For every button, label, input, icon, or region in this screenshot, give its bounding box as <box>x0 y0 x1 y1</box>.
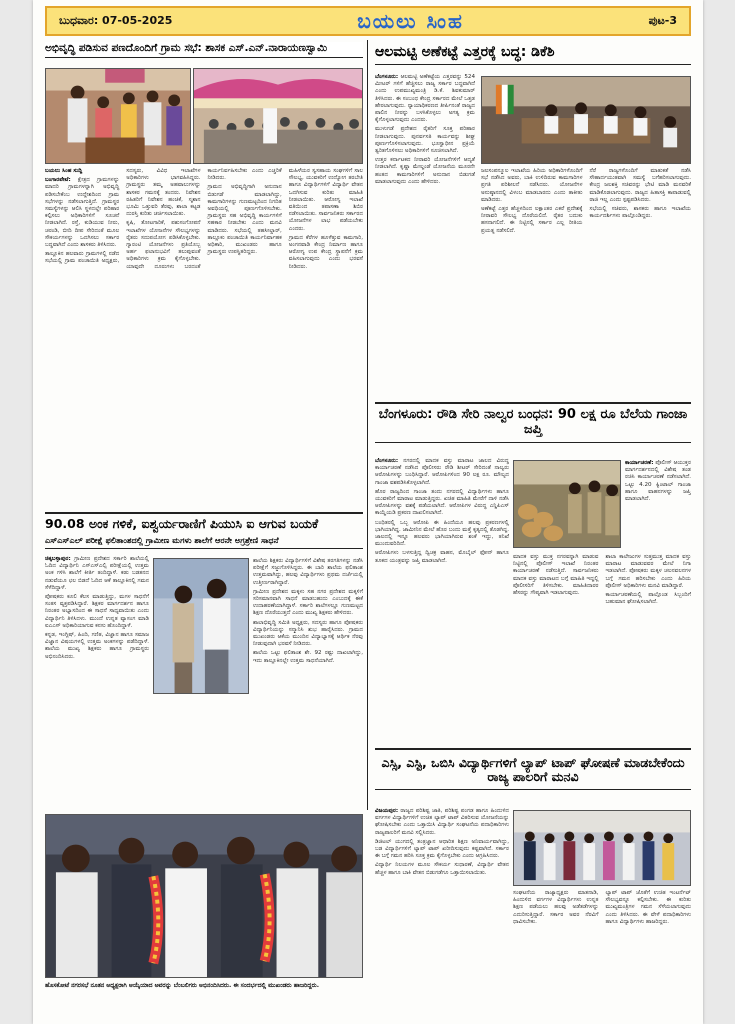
almatti-photo <box>481 76 691 164</box>
almatti-body-left: ಬೆಂಗಳೂರು: ಆಲಮಟ್ಟಿ ಅಣೆಕಟ್ಟೆಯ ಎತ್ತರವನ್ನು 524 ಮೀಟರ್ ಗಳಿಗೆ ಹೆಚ್ಚಿಸಲು ರಾಜ್ಯ ಸರ್ಕಾರ ಬದ್ಧವಾಗಿದೆ ಎಂದು ಉಪಮುಖ್ಯಮಂತ್ರಿ ಡಿ.ಕೆ. ಶಿವಕುಮಾರ್ ತಿಳಿಸಿದರು. ಈ ಸಂಬಂಧ ಕೇಂದ್ರ ಸರ್ಕಾರದ ಮೇಲೆ ಒತ್ತಡ ಹೇರಲಾಗುವುದು. ನ್ಯಾಯಾಧಿಕರಣದ ತೀರ್ಪಿನಂತೆ ರಾಜ್ಯದ ಪಾಲಿನ ನೀರನ್ನು ಬಳಸಿಕೊಳ್ಳಲು ಅಗತ್ಯ ಕ್ರಮ ಕೈಗೊಳ್ಳಲಾಗುವುದು ಎಂದರು. ಮುಳುಗಡೆ ಪ್ರದೇಶದ ರೈತರಿಗೆ ಸೂಕ್ತ ಪರಿಹಾರ ನೀಡಲಾಗುವುದು. ಪುನರ್ವಸತಿ ಕಾರ್ಯವನ್ನು ಶೀಘ್ರ ಪೂರ್ಣಗೊಳಿಸಲಾಗುವುದು. ಭೂಸ್ವಾಧೀನ ಪ್ರಕ್ರಿಯೆ ತ್ವರಿತಗೊಳಿಸಲು ಅಧಿಕಾರಿಗಳಿಗೆ ಸೂಚಿಸಲಾಗಿದೆ. ಉತ್ತರ ಕರ್ನಾಟಕದ ನೀರಾವರಿ ಯೋಜನೆಗಳಿಗೆ ಆದ್ಯತೆ ನೀಡಲಾಗಿದೆ. ಕೃಷ್ಣಾ ಮೇಲ್ದಂಡೆ ಯೋಜನೆಯ ಮೂರನೇ ಹಂತದ ಕಾಮಗಾರಿಗಳಿಗೆ ಅನುದಾನ ಬಿಡುಗಡೆ ಮಾಡಲಾಗುವುದು ಎಂದು ಹೇಳಿದರು. <box>375 74 475 185</box>
gramasabha-photo-2 <box>193 68 363 164</box>
topper-body-left: ಚಿಕ್ಕಬಳ್ಳಾಪುರ: ಗ್ರಾಮೀಣ ಪ್ರದೇಶದ ಸರ್ಕಾರಿ ಶಾಲೆಯಲ್ಲಿ ಓದಿದ ವಿದ್ಯಾರ್ಥಿನಿ ಎಸ್ಎಸ್ಎಲ್ಸಿ ಪರೀಕ್ಷೆಯಲ್ಲಿ ಉತ್ತಮ ಅಂಕ ಗಳಿಸಿ ಶಾಲೆಗೆ ಕೀರ್ತಿ ತಂದಿದ್ದಾಳೆ. ಕಡು ಬಡತನದ ನಡುವೆಯೂ ಛಲ ಬಿಡದೆ ಓದಿದ ಆಕೆ ತಾಲ್ಲೂಕಿನಲ್ಲಿ ಗಮನ ಸೆಳೆದಿದ್ದಾಳೆ. ಪೋಷಕರು ಕೂಲಿ ಕೆಲಸ ಮಾಡುತ್ತಿದ್ದು, ಮಗಳ ಸಾಧನೆಗೆ ಸಂತಸ ವ್ಯಕ್ತಪಡಿಸಿದ್ದಾರೆ. ಶಿಕ್ಷಕರ ಮಾರ್ಗದರ್ಶನ ಹಾಗೂ ನಿರಂತರ ಅಭ್ಯಾಸದಿಂದ ಈ ಸಾಧನೆ ಸಾಧ್ಯವಾಯಿತು ಎಂದು ವಿದ್ಯಾರ್ಥಿನಿ ತಿಳಿಸಿದಳು. ಮುಂದೆ ಉನ್ನತ ವ್ಯಾಸಂಗ ಮಾಡಿ ಐಎಎಸ್ ಅಧಿಕಾರಿಯಾಗುವ ಕನಸು ಹೊಂದಿದ್ದಾಳೆ. ಕನ್ನಡ, ಇಂಗ್ಲಿಷ್, ಹಿಂದಿ, ಗಣಿತ, ವಿಜ್ಞಾನ ಹಾಗೂ ಸಮಾಜ ವಿಜ್ಞಾನ ವಿಷಯಗಳಲ್ಲಿ ಉತ್ತಮ ಅಂಕಗಳನ್ನು ಪಡೆದಿದ್ದಾಳೆ. ಶಾಲೆಯ ಮುಖ್ಯ ಶಿಕ್ಷಕರು ಹಾಗೂ ಗ್ರಾಮಸ್ಥರು ಅಭಿನಂದಿಸಿದರು. <box>45 556 149 660</box>
almatti-headline: ಆಲಮಟ್ಟಿ ಅಣೆಕಟ್ಟೆ ಎತ್ತರಕ್ಕೆ ಬದ್ಧ: ಡಿಕೆಶಿ <box>375 44 691 65</box>
laptop-dateline: ವಿಜಯಪುರ: <box>375 808 399 814</box>
felicitation-photo <box>45 814 363 978</box>
gramasabha-body: ಬಯಲು ಸಿಂಹ ಸುದ್ದಿ ಬಂಗಾರಪೇಟೆ: ಕ್ಷೇತ್ರದ ಗ್ರಾಮಗಳನ್ನು ಮಾದರಿ ಗ್ರಾಮಗಳನ್ನಾಗಿ ಅಭಿವೃದ್ಧಿ ಪಡಿಸಬೇಕೆಂಬ ಉದ್ದೇಶದಿಂದ ಗ್ರಾಮ ಸಭೆಗಳನ್ನು ನಡೆಸಲಾಗುತ್ತಿದೆ. ಗ್ರಾಮಸ್ಥರ ಸಮಸ್ಯೆಗಳನ್ನು ಆಲಿಸಿ ಸ್ಥಳದಲ್ಲೇ ಪರಿಹಾರ ಕಲ್ಪಿಸಲು ಅಧಿಕಾರಿಗಳಿಗೆ ಸೂಚನೆ ನೀಡಲಾಗಿದೆ. ರಸ್ತೆ, ಕುಡಿಯುವ ನೀರು, ಚರಂಡಿ, ಬೀದಿ ದೀಪ ಸೇರಿದಂತೆ ಮೂಲ ಸೌಕರ್ಯಗಳನ್ನು ಒದಗಿಸಲು ಸರ್ಕಾರ ಬದ್ಧವಾಗಿದೆ ಎಂದು ಶಾಸಕರು ತಿಳಿಸಿದರು. ತಾಲ್ಲೂಕಿನ ಹಲವಾರು ಗ್ರಾಮಗಳಲ್ಲಿ ನಡೆದ ಸಭೆಯಲ್ಲಿ ಗ್ರಾಮ ಪಂಚಾಯಿತಿ ಅಧ್ಯಕ್ಷರು, ಸದಸ್ಯರು, ವಿವಿಧ ಇಲಾಖೆಗಳ ಅಧಿಕಾರಿಗಳು ಭಾಗವಹಿಸಿದ್ದರು. ಗ್ರಾಮಸ್ಥರು ತಮ್ಮ ಅಹವಾಲುಗಳನ್ನು ಶಾಸಕರ ಗಮನಕ್ಕೆ ತಂದರು. ನಿವೇಶನ ರಹಿತರಿಗೆ ನಿವೇಶನ ಹಂಚಿಕೆ, ಸ್ಮಶಾನ ಭೂಮಿ ಒತ್ತುವರಿ ತೆರವು, ಶಾಲಾ ಕಟ್ಟಡ ದುರಸ್ತಿ ಕುರಿತು ಚರ್ಚಿಸಲಾಯಿತು. ಕೃಷಿ, ತೋಟಗಾರಿಕೆ, ಪಶುಸಂಗೋಪನೆ ಇಲಾಖೆಗಳ ಯೋಜನೆಗಳ ಸೌಲಭ್ಯಗಳನ್ನು ರೈತರು ಸದುಪಯೋಗ ಪಡಿಸಿಕೊಳ್ಳಬೇಕು. ಗ್ಯಾರಂಟಿ ಯೋಜನೆಗಳು ಪ್ರತಿಯೊಬ್ಬ ಅರ್ಹ ಫಲಾನುಭವಿಗೆ ತಲುಪುವಂತೆ ಅಧಿಕಾರಿಗಳು ಕ್ರಮ ಕೈಗೊಳ್ಳಬೇಕು. ಯಾವುದೇ ದೂರುಗಳು ಬರದಂತೆ ಕಾರ್ಯನಿರ್ವಹಿಸಬೇಕು ಎಂದು ಎಚ್ಚರಿಕೆ ನೀಡಿದರು. ಗ್ರಾಮದ ಅಭಿವೃದ್ಧಿಗಾಗಿ ಅನುದಾನ ಬಿಡುಗಡೆ ಮಾಡಲಾಗಿದ್ದು, ಕಾಮಗಾರಿಗಳನ್ನು ಗುಣಮಟ್ಟದಿಂದ ನಿಗದಿತ ಅವಧಿಯಲ್ಲಿ ಪೂರ್ಣಗೊಳಿಸಬೇಕು. ಗ್ರಾಮಸ್ಥರು ಸಹ ಅಭಿವೃದ್ಧಿ ಕಾರ್ಯಗಳಿಗೆ ಸಹಕಾರ ನೀಡಬೇಕು ಎಂದು ಮನವಿ ಮಾಡಿದರು. ಸಭೆಯಲ್ಲಿ ತಹಸೀಲ್ದಾರ್, ತಾಲ್ಲೂಕು ಪಂಚಾಯಿತಿ ಕಾರ್ಯನಿರ್ವಾಹಕ ಅಧಿಕಾರಿ, ಮುಖಂಡರು ಹಾಗೂ ಗ್ರಾಮಸ್ಥರು ಉಪಸ್ಥಿತರಿದ್ದರು. ಮಹಿಳೆಯರ ಸ್ವಸಹಾಯ ಸಂಘಗಳಿಗೆ ಸಾಲ ಸೌಲಭ್ಯ, ಯುವಕರಿಗೆ ಉದ್ಯೋಗ ತರಬೇತಿ ಹಾಗೂ ವಿದ್ಯಾರ್ಥಿಗಳಿಗೆ ವಿದ್ಯಾರ್ಥಿ ವೇತನ ಒದಗಿಸುವ ಕುರಿತು ಮಾಹಿತಿ ನೀಡಲಾಯಿತು. ಆರೋಗ್ಯ ಇಲಾಖೆ ವತಿಯಿಂದ ತಪಾಸಣಾ ಶಿಬಿರ ನಡೆಸಲಾಯಿತು. ಸಾರ್ವಜನಿಕರು ಸರ್ಕಾರದ ಯೋಜನೆಗಳ ಲಾಭ ಪಡೆಯಬೇಕು ಎಂದರು. ಗ್ರಾಮದ ಕೆರೆಗಳ ಹೂಳೆತ್ತುವ ಕಾಮಗಾರಿ, ಅಂಗನವಾಡಿ ಕೇಂದ್ರ ನಿರ್ಮಾಣ ಹಾಗೂ ಆರೋಗ್ಯ ಉಪ ಕೇಂದ್ರ ಸ್ಥಾಪನೆಗೆ ಕ್ರಮ ವಹಿಸಲಾಗುವುದು ಎಂದು ಭರವಸೆ ನೀಡಿದರು. <box>45 168 363 270</box>
section-rule <box>375 402 691 404</box>
laptop-body-left: ವಿಜಯಪುರ: ರಾಜ್ಯದ ಪರಿಶಿಷ್ಟ ಜಾತಿ, ಪರಿಶಿಷ್ಟ ಪಂಗಡ ಹಾಗೂ ಹಿಂದುಳಿದ ವರ್ಗಗಳ ವಿದ್ಯಾರ್ಥಿಗಳಿಗೆ ಉಚಿತ ಲ್ಯಾಪ್ ಟಾಪ್ ವಿತರಿಸುವ ಯೋಜನೆಯನ್ನು ಘೋಷಿಸಬೇಕು ಎಂದು ಒತ್ತಾಯಿಸಿ ವಿದ್ಯಾರ್ಥಿ ಸಂಘಟನೆಯ ಪದಾಧಿಕಾರಿಗಳು ರಾಜ್ಯಪಾಲರಿಗೆ ಮನವಿ ಸಲ್ಲಿಸಿದರು. ಡಿಜಿಟಲ್ ಯುಗದಲ್ಲಿ ತಂತ್ರಜ್ಞಾನ ಆಧಾರಿತ ಶಿಕ್ಷಣ ಅನಿವಾರ್ಯವಾಗಿದ್ದು, ಬಡ ವಿದ್ಯಾರ್ಥಿಗಳಿಗೆ ಲ್ಯಾಪ್ ಟಾಪ್ ಖರೀದಿಸುವುದು ಕಷ್ಟವಾಗಿದೆ. ಸರ್ಕಾರ ಈ ಬಗ್ಗೆ ಗಮನ ಹರಿಸಿ ಸೂಕ್ತ ಕ್ರಮ ಕೈಗೊಳ್ಳಬೇಕು ಎಂದು ಆಗ್ರಹಿಸಿದರು. ವಿದ್ಯಾರ್ಥಿ ನಿಲಯಗಳ ಮೂಲ ಸೌಕರ್ಯ ಸುಧಾರಣೆ, ವಿದ್ಯಾರ್ಥಿ ವೇತನ ಹೆಚ್ಚಳ ಹಾಗೂ ಬಾಕಿ ವೇತನ ಬಿಡುಗಡೆಗೂ ಒತ್ತಾಯಿಸಲಾಯಿತು. <box>375 808 509 876</box>
ganja-body-right: ಮಾದಕ ವಸ್ತು ಮುಕ್ತ ನಗರವನ್ನಾಗಿ ಮಾಡುವ ನಿಟ್ಟಿನಲ್ಲಿ ಪೊಲೀಸ್ ಇಲಾಖೆ ನಿರಂತರ ಕಾರ್ಯಾಚರಣೆ ನಡೆಸುತ್ತಿದೆ. ಸಾರ್ವಜನಿಕರು ಮಾದಕ ವಸ್ತು ಮಾರಾಟದ ಬಗ್ಗೆ ಮಾಹಿತಿ ಇದ್ದಲ್ಲಿ ಪೊಲೀಸರಿಗೆ ತಿಳಿಸಬೇಕು. ಮಾಹಿತಿದಾರರ ಹೆಸರನ್ನು ಗೌಪ್ಯವಾಗಿ ಇಡಲಾಗುವುದು. ಶಾಲಾ ಕಾಲೇಜುಗಳ ಸುತ್ತಮುತ್ತ ಮಾದಕ ವಸ್ತು ಮಾರಾಟ ಮಾಡುವವರ ಮೇಲೆ ನಿಗಾ ಇಡಲಾಗಿದೆ. ಪೋಷಕರು ಮಕ್ಕಳ ಚಲನವಲನಗಳ ಬಗ್ಗೆ ಗಮನ ಹರಿಸಬೇಕು ಎಂದು ಹಿರಿಯ ಪೊಲೀಸ್ ಅಧಿಕಾರಿಗಳು ಮನವಿ ಮಾಡಿದ್ದಾರೆ. ಕಾರ್ಯಾಚರಣೆಯಲ್ಲಿ ಪಾಲ್ಗೊಂಡ ಸಿಬ್ಬಂದಿಗೆ ಬಹುಮಾನ ಘೋಷಿಸಲಾಗಿದೆ. <box>513 554 691 606</box>
gramasabha-headline: ಅಭಿವೃದ್ಧಿ ಪಡಿಸುವ ಪಣದೊಂದಿಗೆ ಗ್ರಾಮ ಸಭೆ: ಶಾಸಕ ಎಸ್.ಎನ್.ನಾರಾಯಣಸ್ವಾಮಿ <box>45 42 363 58</box>
topper-headline-sub: ಎಸ್ಎಸ್ಎಲ್ ಪರೀಕ್ಷೆ ಫಲಿತಾಂಶದಲ್ಲಿ ಗ್ರಾಮೀಣ ಮಗಳು ಶಾಲೆಗೆ ಆರನೇ ಅಗ್ರಶ್ರೇಣಿ ಸಾಧನೆ <box>45 536 363 549</box>
ganja-body-side: ಕಾರ್ಯಾಚರಣೆ: ಪೊಲೀಸ್ ಆಯುಕ್ತರ ಮಾರ್ಗದರ್ಶನದಲ್ಲಿ ವಿಶೇಷ ತಂಡ ರಚಿಸಿ ಕಾರ್ಯಾಚರಣೆ ನಡೆಸಲಾಗಿದೆ. ಒಟ್ಟು 4.20 ಕ್ವಿಂಟಾಲ್ ಗಾಂಜಾ ಹಾಗೂ ವಾಹನಗಳನ್ನು ಜಪ್ತಿ ಮಾಡಲಾಗಿದೆ. <box>625 460 691 503</box>
almatti-dateline: ಬೆಂಗಳೂರು: <box>375 74 399 80</box>
laptop-photo <box>513 810 691 886</box>
ganja-headline: ಬೆಂಗಳೂರು: ರೌಡಿ ಸೇರಿ ನಾಲ್ವರ ಬಂಧನ: 90 ಲಕ್ಷ ರೂ ಬೆಲೆಯ ಗಾಂಜಾ ಜಪ್ತಿ <box>375 408 691 443</box>
topper-dateline: ಚಿಕ್ಕಬಳ್ಳಾಪುರ: <box>45 556 71 562</box>
issue-date: ಬುಧವಾರ: 07-05-2025 <box>59 14 173 27</box>
masthead <box>45 6 691 36</box>
laptop-headline: ಎಸ್ಸಿ, ಎಸ್ಟಿ, ಒಬಿಸಿ ವಿದ್ಯಾರ್ಥಿಗಳಿಗೆ ಲ್ಯಾಪ್ ಟಾಪ್ ಘೋಷಣೆ ಮಾಡಬೇಕೆಂದು ರಾಜ್ಯ ಪಾಲರಿಗೆ ಮನವಿ <box>375 756 691 790</box>
section-rule <box>375 748 691 750</box>
almatti-body-right: ಜಲಸಂಪನ್ಮೂಲ ಇಲಾಖೆಯ ಹಿರಿಯ ಅಧಿಕಾರಿಗಳೊಂದಿಗೆ ಸಭೆ ನಡೆಸಿದ ಅವರು, ಬಾಕಿ ಉಳಿದಿರುವ ಕಾಮಗಾರಿಗಳ ಪ್ರಗತಿ ಪರಿಶೀಲನೆ ನಡೆಸಿದರು. ಯೋಜನೆಗಳ ಅನುಷ್ಠಾನದಲ್ಲಿ ವಿಳಂಬ ಮಾಡಬಾರದು ಎಂದು ತಾಕೀತು ಮಾಡಿದರು. ಅಣೆಕಟ್ಟೆ ಎತ್ತರ ಹೆಚ್ಚಳದಿಂದ ಲಕ್ಷಾಂತರ ಎಕರೆ ಪ್ರದೇಶಕ್ಕೆ ನೀರಾವರಿ ಸೌಲಭ್ಯ ದೊರೆಯಲಿದೆ. ರೈತರ ಬದುಕು ಹಸನಾಗಲಿದೆ. ಈ ನಿಟ್ಟಿನಲ್ಲಿ ಸರ್ಕಾರ ಎಲ್ಲ ರೀತಿಯ ಪ್ರಯತ್ನ ನಡೆಸಲಿದೆ. ನೆರೆ ರಾಜ್ಯಗಳೊಂದಿಗೆ ಮಾತುಕತೆ ನಡೆಸಿ ಸೌಹಾರ್ದಯುತವಾಗಿ ಸಮಸ್ಯೆ ಬಗೆಹರಿಸಲಾಗುವುದು. ಕೇಂದ್ರ ಜಲಶಕ್ತಿ ಸಚಿವರನ್ನು ಭೇಟಿ ಮಾಡಿ ಮನವರಿಕೆ ಮಾಡಿಕೊಡಲಾಗುವುದು. ರಾಜ್ಯದ ಹಿತಾಸಕ್ತಿ ಕಾಪಾಡುವಲ್ಲಿ ರಾಜಿ ಇಲ್ಲ ಎಂದು ಸ್ಪಷ್ಟಪಡಿಸಿದರು. ಸಭೆಯಲ್ಲಿ ಸಚಿವರು, ಶಾಸಕರು ಹಾಗೂ ಇಲಾಖೆಯ ಕಾರ್ಯದರ್ಶಿಗಳು ಪಾಲ್ಗೊಂಡಿದ್ದರು. <box>481 168 691 234</box>
felicitation-caption: ಹೊಸಕೋಟೆ ನಗರಸಭೆ ನೂತನ ಅಧ್ಯಕ್ಷರಾಗಿ ಆಯ್ಕೆಯಾದ ಅವರನ್ನು ಬೆಂಬಲಿಗರು ಅಭಿನಂದಿಸಿದರು. ಈ ಸಂದರ್ಭದಲ್ಲಿ ಮುಖಂಡರು ಹಾಜರಿದ್ದರು. <box>45 982 319 989</box>
gramasabha-dateline: ಬಂಗಾರಪೇಟೆ: <box>45 177 71 184</box>
page-number: ಪುಟ-3 <box>648 14 677 27</box>
column-divider <box>367 40 368 810</box>
gramasabha-photo-1 <box>45 68 191 164</box>
newspaper-page <box>33 0 703 1024</box>
gramasabha-byline: ಬಯಲು ಸಿಂಹ ಸುದ್ದಿ <box>45 168 83 174</box>
ganja-dateline-2: ಕಾರ್ಯಾಚರಣೆ: <box>625 460 654 466</box>
ganja-photo <box>513 460 621 548</box>
laptop-body-right: ಸಂಘಟನೆಯ ರಾಜ್ಯಾಧ್ಯಕ್ಷರು ಮಾತನಾಡಿ, ಹಿಂದುಳಿದ ವರ್ಗಗಳ ವಿದ್ಯಾರ್ಥಿಗಳು ಉನ್ನತ ಶಿಕ್ಷಣ ಪಡೆಯಲು ಹಲವು ಅಡೆತಡೆಗಳನ್ನು ಎದುರಿಸುತ್ತಿದ್ದಾರೆ. ಸರ್ಕಾರ ಅವರ ನೆರವಿಗೆ ಧಾವಿಸಬೇಕು. ಲ್ಯಾಪ್ ಟಾಪ್ ಜೊತೆಗೆ ಉಚಿತ ಇಂಟರ್ನೆಟ್ ಸೌಲಭ್ಯವನ್ನೂ ಕಲ್ಪಿಸಬೇಕು. ಈ ಕುರಿತು ಮುಖ್ಯಮಂತ್ರಿಗಳ ಗಮನ ಸೆಳೆಯಲಾಗುವುದು ಎಂದು ತಿಳಿಸಿದರು. ಈ ವೇಳೆ ಪದಾಧಿಕಾರಿಗಳು ಹಾಗೂ ವಿದ್ಯಾರ್ಥಿಗಳು ಹಾಜರಿದ್ದರು. <box>513 890 691 925</box>
newspaper-title: ಬಯಲು ಸಿಂಹ <box>357 9 464 33</box>
topper-headline-main: 90.08 ಅಂಕ ಗಳಿಕೆ, ಐಶ್ವರ್ಯರಾಣಿಗೆ ಪಿಯುಸಿ ಐ ಆಗುವ ಬಯಕೆ <box>45 516 319 531</box>
topper-body-right: ಶಾಲೆಯ ಶಿಕ್ಷಕರು ವಿದ್ಯಾರ್ಥಿಗಳಿಗೆ ವಿಶೇಷ ತರಗತಿಗಳನ್ನು ನಡೆಸಿ ಪರೀಕ್ಷೆಗೆ ಸಜ್ಜುಗೊಳಿಸಿದ್ದರು. ಈ ಬಾರಿ ಶಾಲೆಯ ಫಲಿತಾಂಶ ಉತ್ತಮವಾಗಿದ್ದು, ಹಲವು ವಿದ್ಯಾರ್ಥಿಗಳು ಪ್ರಥಮ ದರ್ಜೆಯಲ್ಲಿ ಉತ್ತೀರ್ಣರಾಗಿದ್ದಾರೆ. ಗ್ರಾಮೀಣ ಪ್ರದೇಶದ ಮಕ್ಕಳು ಸಹ ನಗರ ಪ್ರದೇಶದ ಮಕ್ಕಳಿಗೆ ಸರಿಸಮಾನವಾಗಿ ಸಾಧನೆ ಮಾಡಬಹುದು ಎಂಬುದಕ್ಕೆ ಈಕೆ ಉದಾಹರಣೆಯಾಗಿದ್ದಾಳೆ. ಸರ್ಕಾರಿ ಶಾಲೆಗಳಲ್ಲೂ ಗುಣಮಟ್ಟದ ಶಿಕ್ಷಣ ದೊರೆಯುತ್ತದೆ ಎಂದು ಮುಖ್ಯ ಶಿಕ್ಷಕರು ಹೇಳಿದರು. ಶಾಲಾಭಿವೃದ್ಧಿ ಸಮಿತಿ ಅಧ್ಯಕ್ಷರು, ಸದಸ್ಯರು ಹಾಗೂ ಪೋಷಕರು ವಿದ್ಯಾರ್ಥಿನಿಯನ್ನು ಸನ್ಮಾನಿಸಿ ಶುಭ ಹಾರೈಸಿದರು. ಗ್ರಾಮದ ಮುಖಂಡರು ಆಕೆಯ ಮುಂದಿನ ವಿದ್ಯಾಭ್ಯಾಸಕ್ಕೆ ಆರ್ಥಿಕ ನೆರವು ನೀಡುವುದಾಗಿ ಭರವಸೆ ನೀಡಿದರು. ಶಾಲೆಯ ಒಟ್ಟು ಫಲಿತಾಂಶ ಶೇ. 92 ರಷ್ಟು ದಾಖಲಾಗಿದ್ದು, ಇದು ತಾಲ್ಲೂಕಿನಲ್ಲೇ ಉತ್ತಮ ಸಾಧನೆಯಾಗಿದೆ. <box>253 558 363 664</box>
section-rule <box>45 512 363 514</box>
topper-photo <box>153 558 249 694</box>
ganja-body-left: ಬೆಂಗಳೂರು: ನಗರದಲ್ಲಿ ಮಾದಕ ವಸ್ತು ಮಾರಾಟ ಜಾಲದ ವಿರುದ್ಧ ಕಾರ್ಯಾಚರಣೆ ನಡೆಸಿದ ಪೊಲೀಸರು ರೌಡಿ ಶೀಟರ್ ಸೇರಿದಂತೆ ನಾಲ್ವರು ಆರೋಪಿಗಳನ್ನು ಬಂಧಿಸಿದ್ದಾರೆ. ಆರೋಪಿಗಳಿಂದ 90 ಲಕ್ಷ ರೂ. ಮೌಲ್ಯದ ಗಾಂಜಾ ವಶಪಡಿಸಿಕೊಳ್ಳಲಾಗಿದೆ. ಹೊರ ರಾಜ್ಯದಿಂದ ಗಾಂಜಾ ತಂದು ನಗರದಲ್ಲಿ ವಿದ್ಯಾರ್ಥಿಗಳು ಹಾಗೂ ಯುವಕರಿಗೆ ಮಾರಾಟ ಮಾಡುತ್ತಿದ್ದರು. ಖಚಿತ ಮಾಹಿತಿ ಮೇರೆಗೆ ದಾಳಿ ನಡೆಸಿ ಆರೋಪಿಗಳನ್ನು ವಶಕ್ಕೆ ಪಡೆಯಲಾಗಿದೆ. ಆರೋಪಿಗಳ ವಿರುದ್ಧ ಎನ್ಡಿಪಿಎಸ್ ಕಾಯ್ದೆಯಡಿ ಪ್ರಕರಣ ದಾಖಲಿಸಲಾಗಿದೆ. ಬಂಧಿತರಲ್ಲಿ ಒಬ್ಬ ಆರೋಪಿ ಈ ಹಿಂದೆಯೂ ಹಲವು ಪ್ರಕರಣಗಳಲ್ಲಿ ಭಾಗಿಯಾಗಿದ್ದ. ಜಾಮೀನಿನ ಮೇಲೆ ಹೊರ ಬಂದು ಮತ್ತೆ ಕೃತ್ಯದಲ್ಲಿ ತೊಡಗಿದ್ದ. ಜಾಲದಲ್ಲಿ ಇನ್ನೂ ಹಲವರು ಭಾಗಿಯಾಗಿರುವ ಶಂಕೆ ಇದ್ದು, ತನಿಖೆ ಮುಂದುವರಿದಿದೆ. ಆರೋಪಿಗಳು ಬಳಸುತ್ತಿದ್ದ ದ್ವಿಚಕ್ರ ವಾಹನ, ಮೊಬೈಲ್ ಫೋನ್ ಹಾಗೂ ತೂಕದ ಯಂತ್ರವನ್ನು ಜಪ್ತಿ ಮಾಡಲಾಗಿದೆ. <box>375 458 509 564</box>
ganja-dateline: ಬೆಂಗಳೂರು: <box>375 458 399 464</box>
